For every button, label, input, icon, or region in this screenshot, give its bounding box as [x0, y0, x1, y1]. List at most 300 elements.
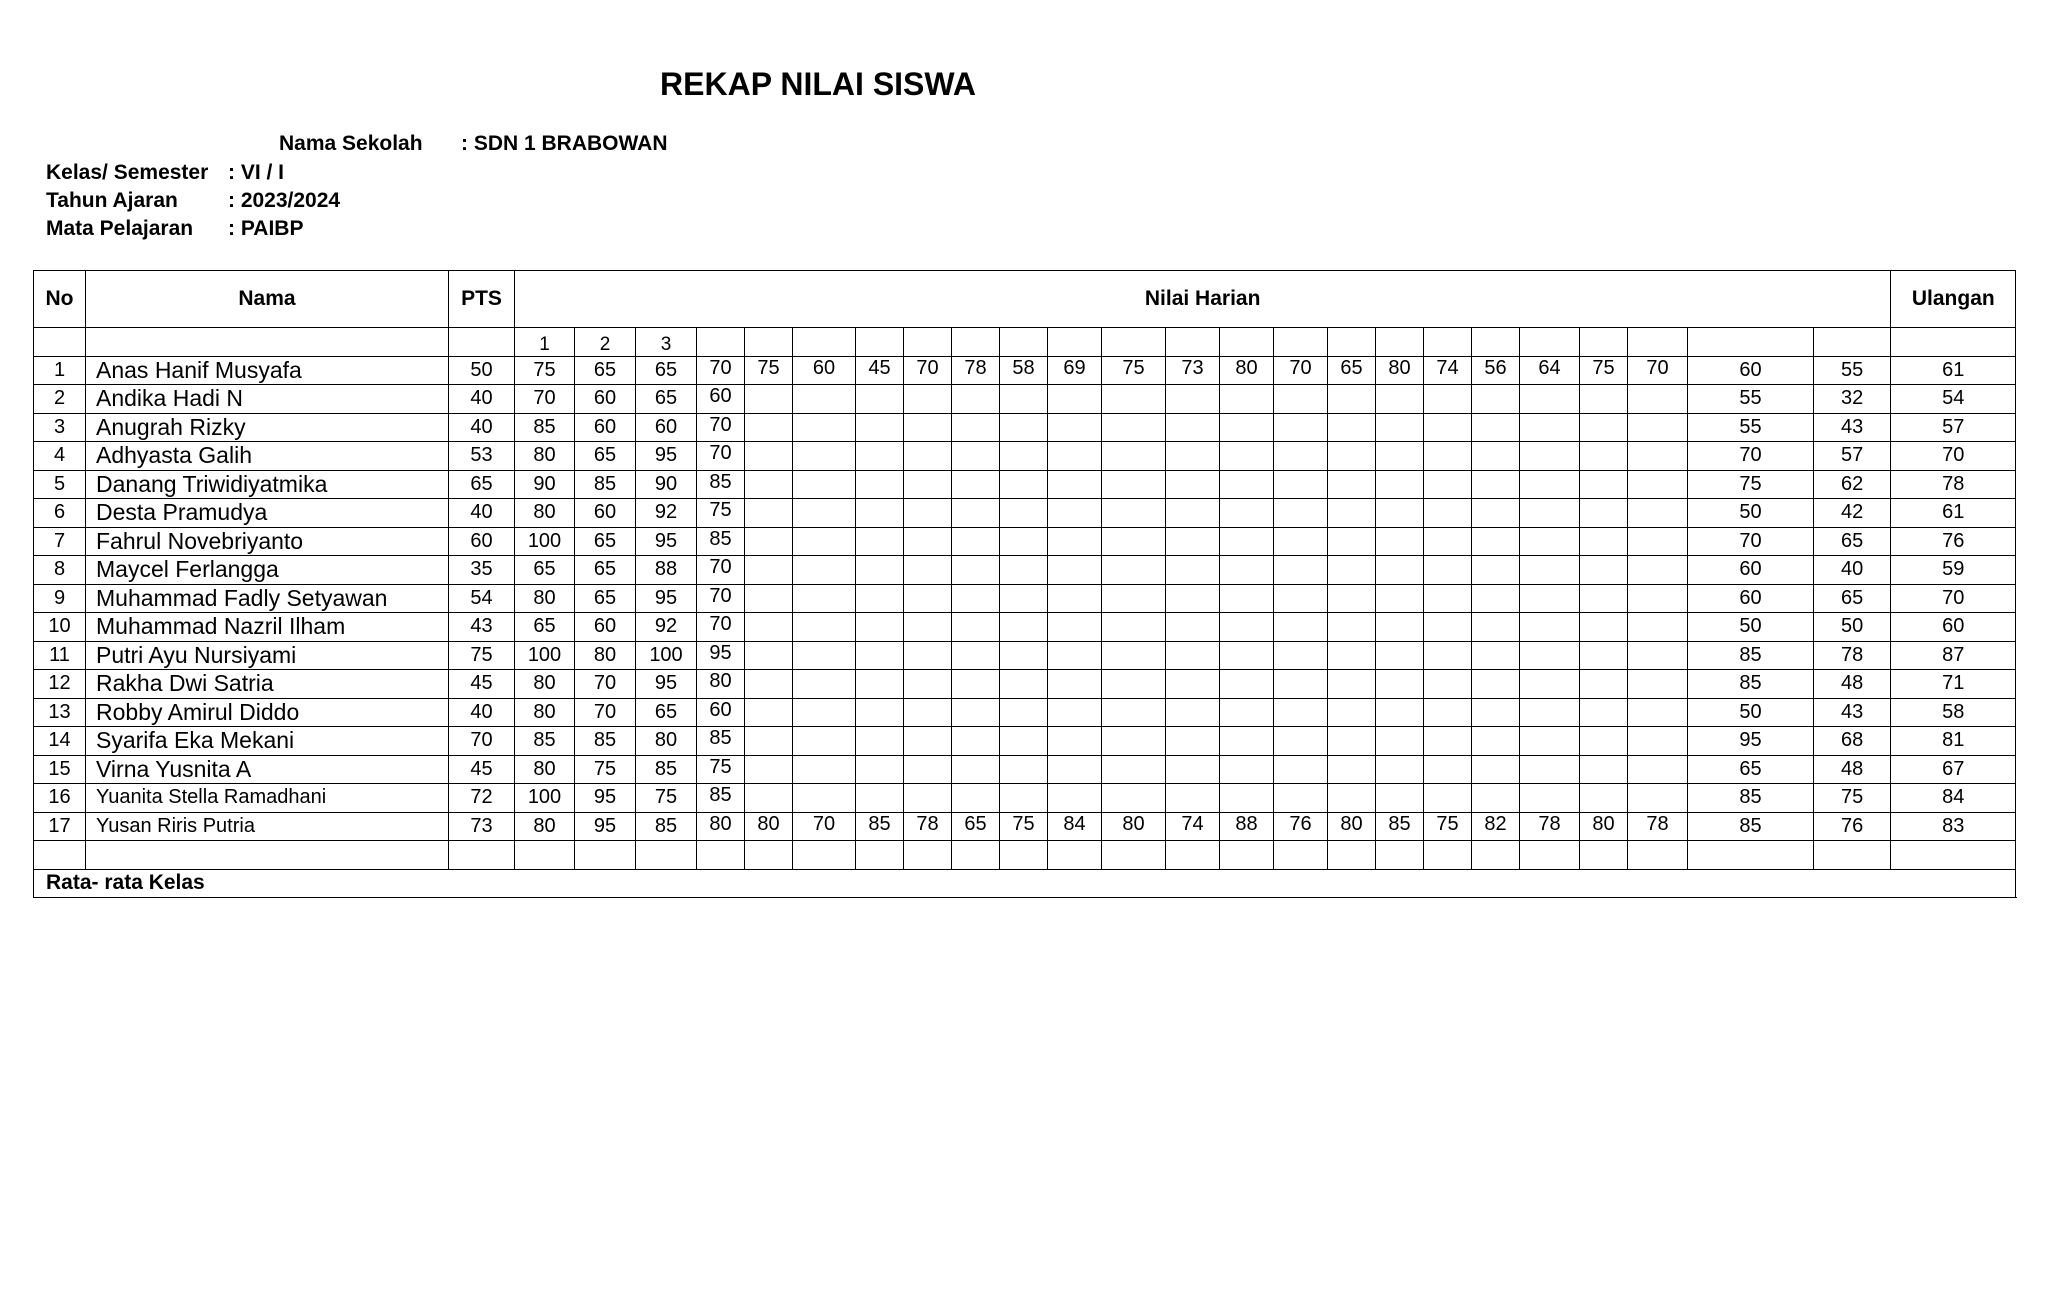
- harian-score: 70: [515, 385, 575, 414]
- harian-score: [1048, 499, 1102, 528]
- harian-number: [904, 328, 952, 357]
- harian-score: [1424, 385, 1472, 414]
- harian-score: [1048, 698, 1102, 727]
- average-score: 83: [1891, 812, 2016, 841]
- harian-score: [952, 727, 1000, 756]
- harian-score: [793, 385, 856, 414]
- uas-score: 65: [1814, 584, 1891, 613]
- harian-score: 60: [636, 413, 697, 442]
- harian-score: [745, 784, 793, 813]
- row-no: 16: [34, 784, 86, 813]
- harian-score: [1520, 784, 1580, 813]
- harian-score: [952, 698, 1000, 727]
- harian-score: [1102, 670, 1166, 699]
- harian-score: [1520, 755, 1580, 784]
- harian-score: [1520, 727, 1580, 756]
- harian-score: 80: [1102, 812, 1166, 841]
- harian-score: [1274, 755, 1328, 784]
- harian-score: [1472, 556, 1520, 585]
- harian-score: [1000, 670, 1048, 699]
- harian-score: [1274, 698, 1328, 727]
- average-score: 57: [1891, 413, 2016, 442]
- table-row: [34, 727, 2016, 756]
- harian-score: [1102, 727, 1166, 756]
- harian-score: [745, 470, 793, 499]
- class-average-label: Rata- rata Kelas: [34, 869, 2016, 898]
- harian-score: 75: [515, 356, 575, 385]
- class-line: [46, 161, 284, 185]
- harian-score: 70: [1628, 356, 1688, 385]
- student-name: Muhammad Nazril Ilham: [86, 613, 449, 642]
- school-label: Nama Sekolah: [279, 132, 423, 155]
- harian-score: 95: [575, 784, 636, 813]
- student-name: Anugrah Rizky: [86, 413, 449, 442]
- average-score: 71: [1891, 670, 2016, 699]
- harian-score: 85: [1376, 812, 1424, 841]
- empty-cell: [1220, 841, 1274, 870]
- row-no: 4: [34, 442, 86, 471]
- harian-score: [793, 556, 856, 585]
- harian-score: 85: [515, 413, 575, 442]
- harian-score: [952, 784, 1000, 813]
- harian-number: 3: [636, 328, 697, 357]
- harian-score: [1520, 499, 1580, 528]
- harian-score: 90: [636, 470, 697, 499]
- harian-score: [1102, 527, 1166, 556]
- harian-score: [1472, 698, 1520, 727]
- harian-score: 80: [515, 584, 575, 613]
- ulangan-score: 60: [1688, 584, 1814, 613]
- student-name: Rakha Dwi Satria: [86, 670, 449, 699]
- harian-score: [1166, 584, 1220, 613]
- student-name: Adhyasta Galih: [86, 442, 449, 471]
- table-row: [34, 698, 2016, 727]
- harian-score: 88: [636, 556, 697, 585]
- harian-score: [1580, 641, 1628, 670]
- harian-score: 80: [1580, 812, 1628, 841]
- harian-score: [1328, 470, 1376, 499]
- harian-score: [1628, 527, 1688, 556]
- harian-score: 95: [697, 641, 745, 670]
- harian-score: 95: [636, 670, 697, 699]
- harian-score: [1048, 641, 1102, 670]
- harian-score: [1424, 442, 1472, 471]
- table-row: [34, 755, 2016, 784]
- harian-score: [1628, 470, 1688, 499]
- subheader-uas: [1814, 328, 1891, 357]
- ulangan-score: 85: [1688, 670, 1814, 699]
- harian-score: 80: [1220, 356, 1274, 385]
- year-line: [46, 189, 340, 213]
- harian-score: 80: [745, 812, 793, 841]
- row-no: 3: [34, 413, 86, 442]
- harian-score: [856, 413, 904, 442]
- pts-score: 40: [449, 698, 515, 727]
- harian-score: [1424, 499, 1472, 528]
- harian-score: [1102, 613, 1166, 642]
- ulangan-score: 50: [1688, 499, 1814, 528]
- harian-score: [952, 584, 1000, 613]
- empty-cell: [1472, 841, 1520, 870]
- harian-score: [1520, 556, 1580, 585]
- header-nama: Nama: [86, 271, 449, 328]
- harian-score: [1328, 556, 1376, 585]
- harian-score: [1628, 670, 1688, 699]
- harian-number: [952, 328, 1000, 357]
- uas-score: 68: [1814, 727, 1891, 756]
- uas-score: 76: [1814, 812, 1891, 841]
- harian-score: 84: [1048, 812, 1102, 841]
- harian-score: [1274, 556, 1328, 585]
- harian-score: [1166, 755, 1220, 784]
- harian-score: [1628, 556, 1688, 585]
- harian-score: [952, 470, 1000, 499]
- harian-score: [856, 613, 904, 642]
- table-row: [34, 670, 2016, 699]
- harian-score: [1328, 670, 1376, 699]
- harian-score: [793, 670, 856, 699]
- harian-score: [793, 641, 856, 670]
- harian-score: [1220, 470, 1274, 499]
- harian-score: [1628, 784, 1688, 813]
- harian-score: [1166, 499, 1220, 528]
- harian-number: [1328, 328, 1376, 357]
- harian-score: [904, 755, 952, 784]
- empty-cell: [1688, 841, 1814, 870]
- harian-score: [1102, 784, 1166, 813]
- harian-score: [1328, 641, 1376, 670]
- harian-score: [1166, 641, 1220, 670]
- harian-score: [1472, 784, 1520, 813]
- harian-score: [1376, 641, 1424, 670]
- harian-score: 85: [697, 470, 745, 499]
- subheader-nama: [86, 328, 449, 357]
- harian-score: [1274, 670, 1328, 699]
- harian-score: 70: [1274, 356, 1328, 385]
- harian-score: [1000, 442, 1048, 471]
- harian-score: [1328, 613, 1376, 642]
- harian-score: [904, 613, 952, 642]
- harian-score: [952, 499, 1000, 528]
- table-row: [34, 442, 2016, 471]
- harian-score: [904, 442, 952, 471]
- harian-score: [745, 727, 793, 756]
- harian-score: [1376, 584, 1424, 613]
- harian-score: [1166, 442, 1220, 471]
- harian-number: 2: [575, 328, 636, 357]
- average-score: 67: [1891, 755, 2016, 784]
- table-row: [34, 812, 2016, 841]
- ulangan-score: 55: [1688, 385, 1814, 414]
- harian-score: [1220, 613, 1274, 642]
- harian-score: [1048, 755, 1102, 784]
- harian-score: 88: [1220, 812, 1274, 841]
- harian-score: [1220, 641, 1274, 670]
- harian-score: [1424, 755, 1472, 784]
- harian-score: 85: [636, 812, 697, 841]
- harian-score: [1102, 413, 1166, 442]
- pts-score: 35: [449, 556, 515, 585]
- page-title: REKAP NILAI SISWA: [660, 66, 976, 102]
- harian-score: 90: [515, 470, 575, 499]
- harian-score: [1520, 385, 1580, 414]
- harian-score: 58: [1000, 356, 1048, 385]
- harian-score: [793, 584, 856, 613]
- average-score: 70: [1891, 584, 2016, 613]
- harian-score: 75: [745, 356, 793, 385]
- harian-score: [793, 499, 856, 528]
- harian-score: 60: [575, 385, 636, 414]
- harian-score: 80: [1376, 356, 1424, 385]
- empty-cell: [34, 841, 86, 870]
- empty-cell: [904, 841, 952, 870]
- harian-score: [952, 442, 1000, 471]
- ulangan-score: 95: [1688, 727, 1814, 756]
- ulangan-score: 50: [1688, 613, 1814, 642]
- harian-score: 60: [697, 698, 745, 727]
- harian-score: 85: [697, 727, 745, 756]
- harian-score: [1472, 499, 1520, 528]
- harian-score: [1472, 527, 1520, 556]
- harian-number: [1472, 328, 1520, 357]
- student-name: Desta Pramudya: [86, 499, 449, 528]
- harian-score: [952, 670, 1000, 699]
- empty-row: [34, 841, 2016, 870]
- harian-score: [1376, 698, 1424, 727]
- uas-score: 42: [1814, 499, 1891, 528]
- harian-score: [1628, 499, 1688, 528]
- empty-cell: [856, 841, 904, 870]
- uas-score: 40: [1814, 556, 1891, 585]
- harian-score: [1376, 784, 1424, 813]
- harian-score: [1220, 755, 1274, 784]
- harian-score: [745, 556, 793, 585]
- row-no: 13: [34, 698, 86, 727]
- harian-score: [1274, 727, 1328, 756]
- empty-cell: [1328, 841, 1376, 870]
- harian-score: [1274, 442, 1328, 471]
- harian-score: [1274, 613, 1328, 642]
- harian-score: [1328, 755, 1376, 784]
- harian-score: 60: [575, 413, 636, 442]
- row-no: 9: [34, 584, 86, 613]
- ulangan-score: 60: [1688, 556, 1814, 585]
- harian-score: 85: [697, 527, 745, 556]
- harian-score: [1424, 698, 1472, 727]
- harian-score: [1580, 556, 1628, 585]
- harian-score: [1628, 755, 1688, 784]
- harian-score: 70: [793, 812, 856, 841]
- empty-cell: [1000, 841, 1048, 870]
- harian-score: [904, 385, 952, 414]
- harian-score: [745, 613, 793, 642]
- harian-score: [856, 556, 904, 585]
- harian-score: [856, 727, 904, 756]
- pts-score: 73: [449, 812, 515, 841]
- harian-score: 80: [515, 670, 575, 699]
- harian-score: [1274, 527, 1328, 556]
- row-no: 7: [34, 527, 86, 556]
- empty-cell: [1424, 841, 1472, 870]
- subject-label: Mata Pelajaran: [46, 217, 194, 240]
- empty-cell: [515, 841, 575, 870]
- harian-score: [1274, 385, 1328, 414]
- average-score: 78: [1891, 470, 2016, 499]
- harian-score: [856, 470, 904, 499]
- harian-number: [1580, 328, 1628, 357]
- header-pts: PTS: [449, 271, 515, 328]
- uas-score: 48: [1814, 755, 1891, 784]
- harian-score: [1048, 556, 1102, 585]
- harian-score: [856, 670, 904, 699]
- empty-cell: [1166, 841, 1220, 870]
- year-label: Tahun Ajaran: [46, 189, 178, 212]
- harian-score: 85: [856, 812, 904, 841]
- harian-score: 73: [1166, 356, 1220, 385]
- ulangan-score: 75: [1688, 470, 1814, 499]
- harian-score: [1376, 613, 1424, 642]
- harian-score: [1580, 755, 1628, 784]
- harian-number: [1220, 328, 1274, 357]
- average-score: 76: [1891, 527, 2016, 556]
- harian-score: [1472, 413, 1520, 442]
- student-name: Maycel Ferlangga: [86, 556, 449, 585]
- harian-score: 100: [515, 784, 575, 813]
- harian-score: [1328, 385, 1376, 414]
- harian-score: [1520, 613, 1580, 642]
- ulangan-score: 85: [1688, 812, 1814, 841]
- harian-score: [793, 698, 856, 727]
- harian-score: [1424, 670, 1472, 699]
- pts-score: 40: [449, 413, 515, 442]
- harian-score: 80: [575, 641, 636, 670]
- harian-score: [1000, 784, 1048, 813]
- harian-score: [952, 385, 1000, 414]
- empty-cell: [1102, 841, 1166, 870]
- subheader-row: [34, 328, 2016, 357]
- harian-score: [1000, 584, 1048, 613]
- harian-score: [745, 385, 793, 414]
- harian-score: [904, 470, 952, 499]
- harian-score: 70: [697, 556, 745, 585]
- harian-score: 85: [575, 470, 636, 499]
- harian-score: [1376, 727, 1424, 756]
- harian-score: 74: [1424, 356, 1472, 385]
- pts-score: 65: [449, 470, 515, 499]
- row-no: 8: [34, 556, 86, 585]
- harian-score: [1580, 470, 1628, 499]
- harian-score: [1048, 527, 1102, 556]
- harian-score: [1166, 698, 1220, 727]
- uas-score: 75: [1814, 784, 1891, 813]
- uas-score: 43: [1814, 698, 1891, 727]
- harian-score: [1580, 584, 1628, 613]
- row-no: 11: [34, 641, 86, 670]
- harian-score: [1580, 527, 1628, 556]
- harian-score: [904, 556, 952, 585]
- student-name: Anas Hanif Musyafa: [86, 356, 449, 385]
- harian-score: [1520, 442, 1580, 471]
- harian-score: [1580, 442, 1628, 471]
- ulangan-score: 85: [1688, 641, 1814, 670]
- harian-score: 95: [636, 584, 697, 613]
- harian-score: [1274, 784, 1328, 813]
- harian-score: 100: [636, 641, 697, 670]
- harian-score: [1580, 613, 1628, 642]
- harian-score: [1220, 698, 1274, 727]
- harian-score: [1274, 470, 1328, 499]
- harian-score: [904, 670, 952, 699]
- empty-cell: [745, 841, 793, 870]
- harian-score: [745, 641, 793, 670]
- table-row: [34, 413, 2016, 442]
- harian-score: 85: [575, 727, 636, 756]
- harian-score: 70: [697, 442, 745, 471]
- harian-number: [793, 328, 856, 357]
- empty-cell: [952, 841, 1000, 870]
- harian-number: [1102, 328, 1166, 357]
- harian-score: 80: [515, 499, 575, 528]
- pts-score: 43: [449, 613, 515, 642]
- harian-score: 78: [904, 812, 952, 841]
- harian-score: [745, 527, 793, 556]
- harian-score: 65: [952, 812, 1000, 841]
- empty-cell: [575, 841, 636, 870]
- harian-score: 60: [575, 499, 636, 528]
- harian-number: [1274, 328, 1328, 357]
- ulangan-score: 65: [1688, 755, 1814, 784]
- empty-cell: [1376, 841, 1424, 870]
- harian-score: 65: [1328, 356, 1376, 385]
- student-name: Putri Ayu Nursiyami: [86, 641, 449, 670]
- empty-cell: [636, 841, 697, 870]
- harian-score: [1328, 442, 1376, 471]
- harian-score: [793, 470, 856, 499]
- harian-score: 56: [1472, 356, 1520, 385]
- harian-number: 1: [515, 328, 575, 357]
- harian-score: [1472, 385, 1520, 414]
- grades-table: [33, 270, 2016, 898]
- row-no: 14: [34, 727, 86, 756]
- student-name: Fahrul Novebriyanto: [86, 527, 449, 556]
- harian-score: [1580, 784, 1628, 813]
- student-name: Andika Hadi N: [86, 385, 449, 414]
- harian-score: [745, 499, 793, 528]
- uas-score: 65: [1814, 527, 1891, 556]
- harian-score: [1376, 527, 1424, 556]
- ulangan-score: 55: [1688, 413, 1814, 442]
- harian-score: [1048, 470, 1102, 499]
- harian-score: [1520, 413, 1580, 442]
- uas-score: 32: [1814, 385, 1891, 414]
- subject-line: [46, 217, 303, 241]
- table-row: [34, 641, 2016, 670]
- harian-score: [1628, 641, 1688, 670]
- pts-score: 54: [449, 584, 515, 613]
- harian-score: 69: [1048, 356, 1102, 385]
- student-name: Virna Yusnita A: [86, 755, 449, 784]
- harian-score: [1166, 613, 1220, 642]
- header-ulangan: Ulangan: [1891, 271, 2016, 328]
- student-name: Yusan Riris Putria: [86, 812, 449, 841]
- harian-score: [904, 584, 952, 613]
- harian-score: [1628, 442, 1688, 471]
- harian-score: 70: [575, 670, 636, 699]
- harian-score: [1520, 584, 1580, 613]
- harian-score: [1220, 584, 1274, 613]
- harian-score: 65: [515, 556, 575, 585]
- average-score: 81: [1891, 727, 2016, 756]
